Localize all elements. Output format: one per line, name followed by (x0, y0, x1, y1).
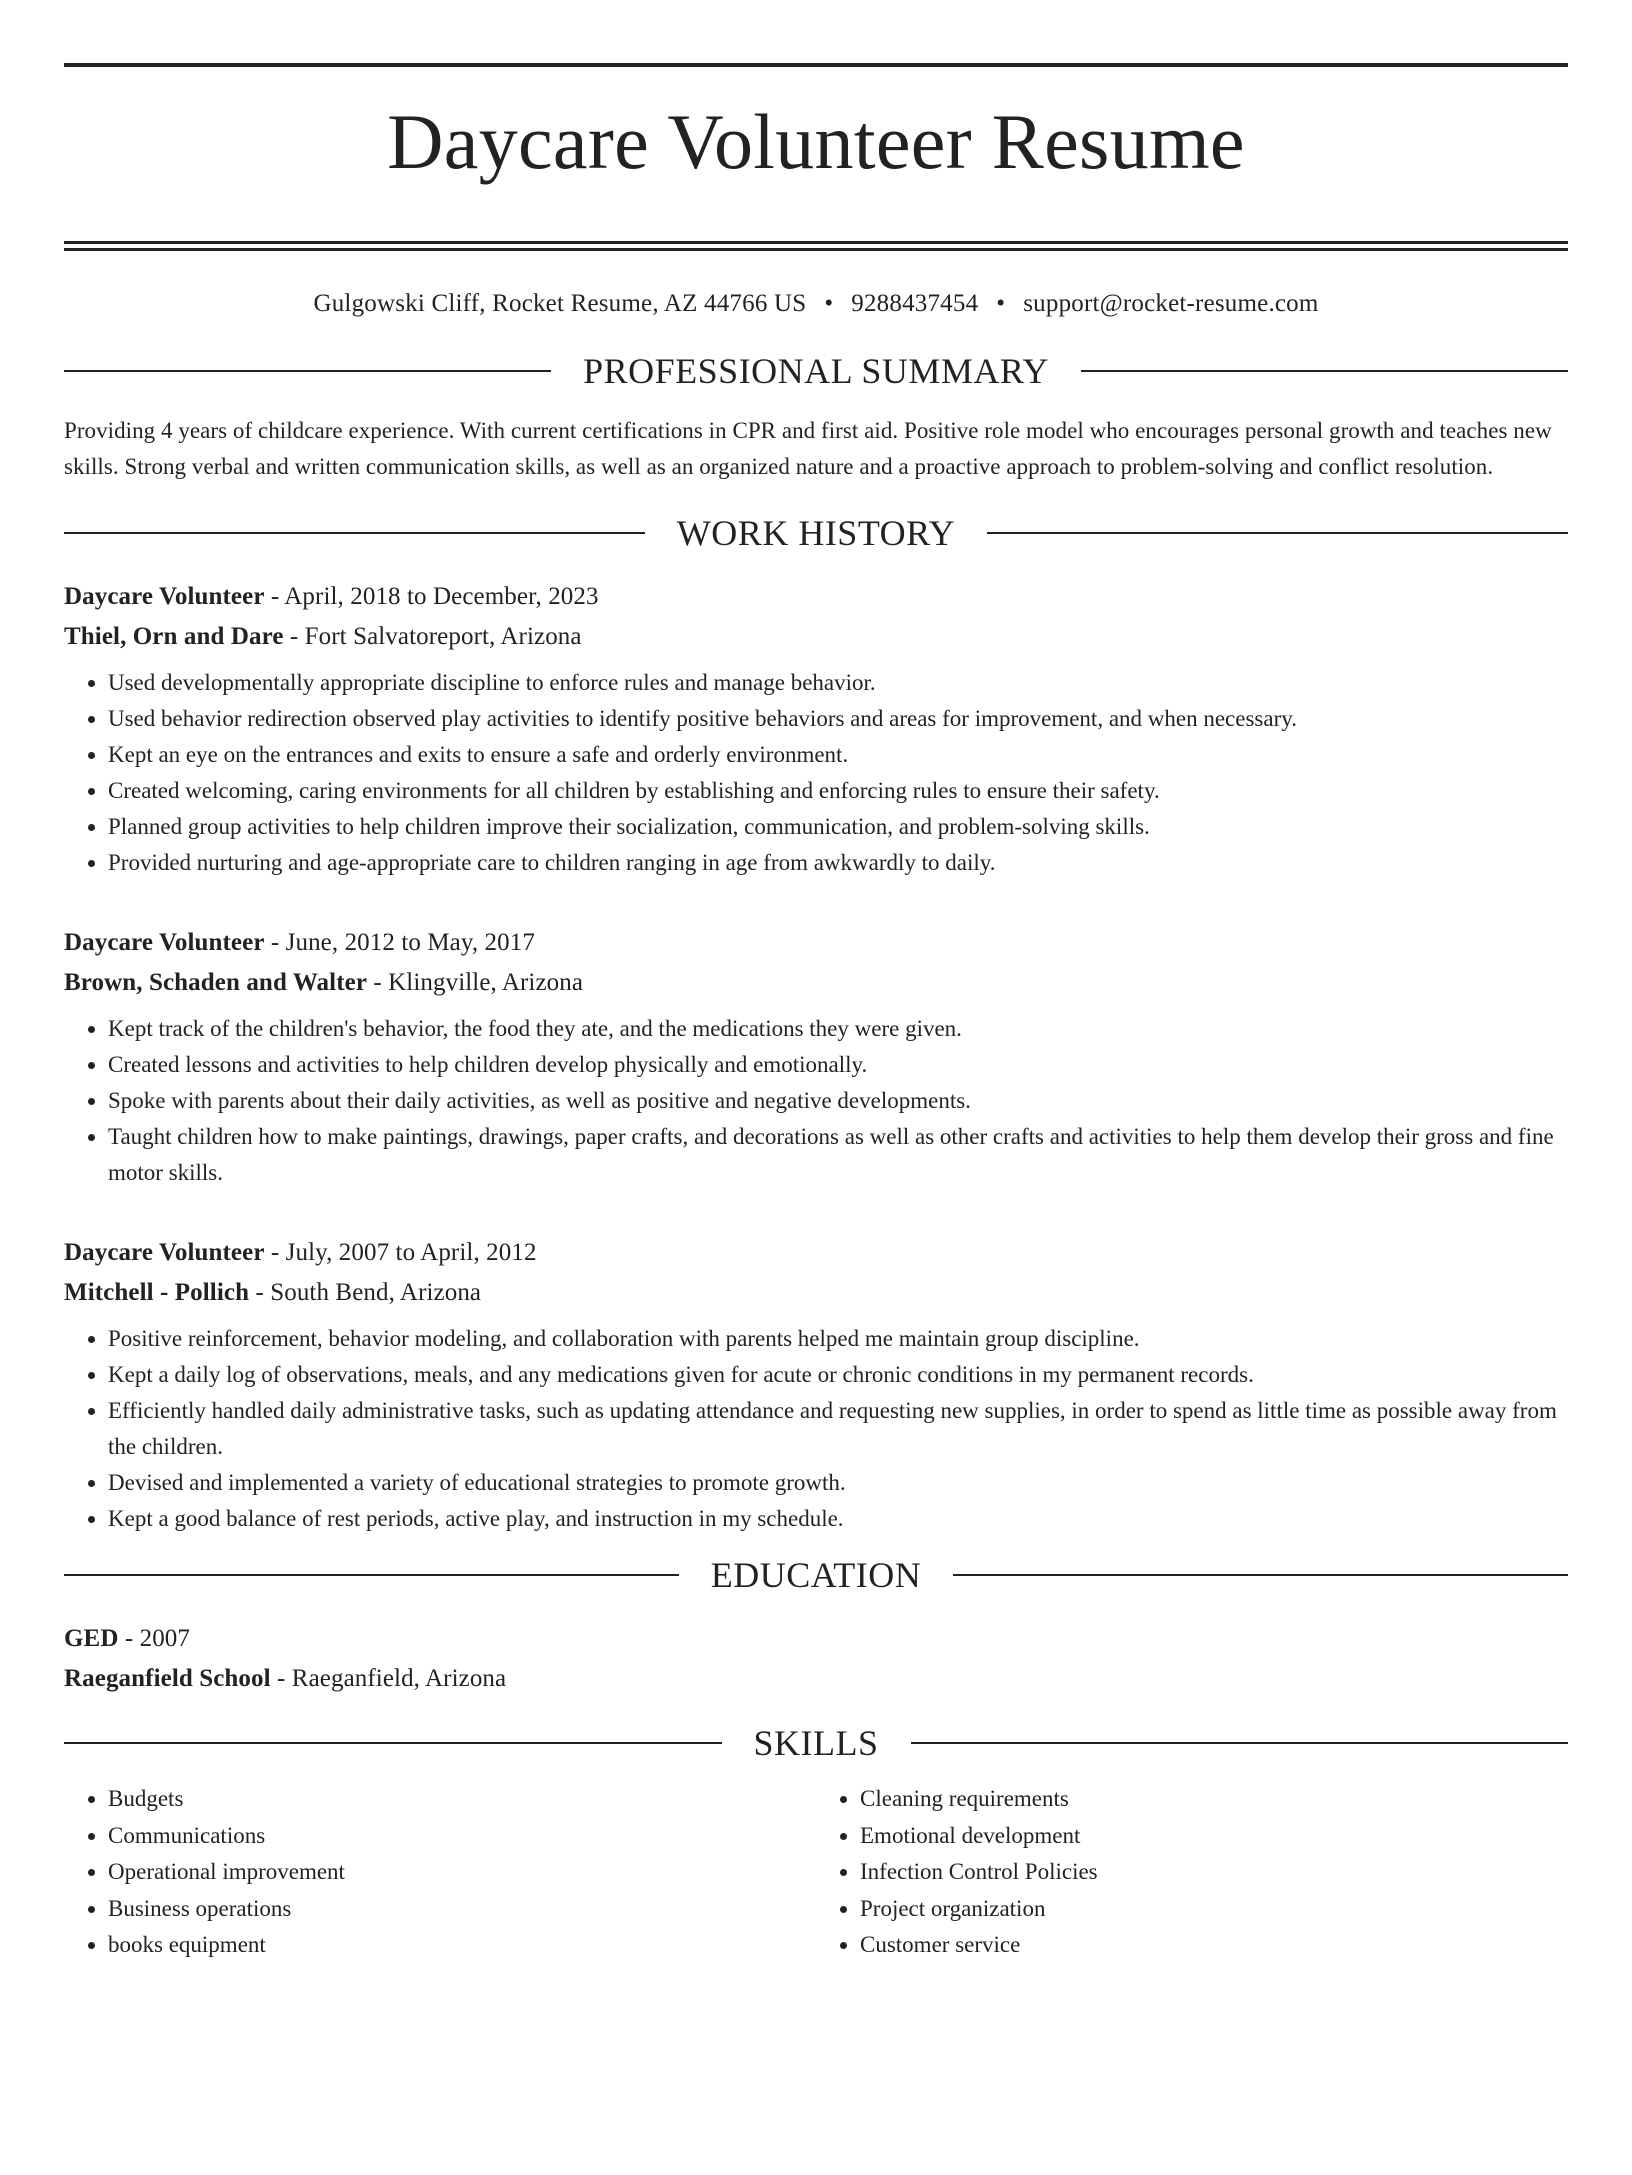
section-title: EDUCATION (710, 1555, 922, 1595)
skill-item: • Project organization (860, 1891, 1568, 1928)
education-entry (64, 1619, 1568, 1699)
skill-item: • Operational improvement (108, 1854, 816, 1891)
job-bullets (64, 1321, 1568, 1537)
resume-title: Daycare Volunteer Resume (387, 98, 1245, 185)
job-location: - Fort Salvatoreport, Arizona (283, 623, 582, 650)
job-title-line (64, 1233, 1568, 1273)
section-header-work (64, 513, 1568, 553)
job-title: Daycare Volunteer (64, 1239, 265, 1266)
skills-list (64, 1781, 1568, 1964)
job-title-line (64, 923, 1568, 963)
contact-address: Gulgowski Cliff, Rocket Resume, AZ 44766 US (313, 290, 807, 317)
skill-item: • Budgets (108, 1781, 816, 1818)
job-company-line (64, 1273, 1568, 1313)
section-rule (64, 370, 551, 372)
section-header-skills (64, 1723, 1568, 1763)
list-item: • Taught children how to make paintings, drawings, paper crafts, and decorations as well as other crafts and activities to help them develop their gross and fine motor skills. (108, 1119, 1568, 1191)
education-school: Raeganfield School (64, 1665, 271, 1692)
job-entry (64, 923, 1568, 1191)
list-item: • Kept track of the children's behavior, the food they ate, and the medications they were given. (108, 1011, 1568, 1047)
job-entry (64, 1233, 1568, 1537)
job-dates: - June, 2012 to May, 2017 (264, 929, 535, 956)
section-rule (987, 532, 1568, 534)
list-item: • Positive reinforcement, behavior modeling, and collaboration with parents helped me maintain group discipline. (108, 1321, 1568, 1357)
list-item: • Used developmentally appropriate discipline to enforce rules and manage behavior. (108, 665, 1568, 701)
contact-separator: • (996, 290, 1006, 317)
list-item: • Kept a good balance of rest periods, active play, and instruction in my schedule. (108, 1501, 1568, 1537)
skill-item: • Customer service (860, 1927, 1568, 1964)
list-item: • Planned group activities to help children improve their socialization, communication, and problem-solving skills. (108, 809, 1568, 845)
education-degree: GED (64, 1625, 119, 1652)
skill-item: • Business operations (108, 1891, 816, 1928)
list-item: • Spoke with parents about their daily activities, as well as positive and negative developments. (108, 1083, 1568, 1119)
job-entry (64, 577, 1568, 881)
job-title: Daycare Volunteer (64, 929, 265, 956)
list-item: • Created lessons and activities to help children develop physically and emotionally. (108, 1047, 1568, 1083)
skill-item: • Communications (108, 1818, 816, 1855)
skills-column-left (64, 1781, 816, 1964)
job-bullets (64, 1011, 1568, 1191)
education-school-line (64, 1659, 1568, 1699)
list-item: • Efficiently handled daily administrative tasks, such as updating attendance and requesting new supplies, in order to spend as little time as possible away from the children. (108, 1393, 1568, 1465)
job-company: Brown, Schaden and Walter (64, 969, 368, 996)
job-company-line (64, 617, 1568, 657)
job-title: Daycare Volunteer (64, 583, 265, 610)
section-rule (911, 1742, 1569, 1744)
section-title: PROFESSIONAL SUMMARY (583, 351, 1049, 391)
job-dates: - July, 2007 to April, 2012 (264, 1239, 537, 1266)
job-company: Mitchell - Pollich (64, 1279, 250, 1306)
job-bullets (64, 665, 1568, 881)
list-item: • Created welcoming, caring environments for all children by establishing and enforcing rules to ensure their safety. (108, 773, 1568, 809)
skill-item: • books equipment (108, 1927, 816, 1964)
section-rule (1081, 370, 1568, 372)
job-dates: - April, 2018 to December, 2023 (264, 583, 599, 610)
skill-item: • Cleaning requirements (860, 1781, 1568, 1818)
section-rule (64, 1574, 679, 1576)
skill-item: • Infection Control Policies (860, 1854, 1568, 1891)
section-rule (64, 1742, 722, 1744)
education-location: - Raeganfield, Arizona (270, 1665, 507, 1692)
title-double-rule (64, 241, 1568, 251)
section-header-summary (64, 351, 1568, 391)
section-title: WORK HISTORY (676, 513, 956, 553)
list-item: • Kept a daily log of observations, meals, and any medications given for acute or chronic conditions in my permanent records. (108, 1357, 1568, 1393)
contact-separator: • (824, 290, 834, 317)
section-rule (953, 1574, 1568, 1576)
job-company-line (64, 963, 1568, 1003)
education-degree-line (64, 1619, 1568, 1659)
section-rule (64, 532, 645, 534)
contact-phone: 9288437454 (851, 290, 979, 317)
job-title-line (64, 577, 1568, 617)
top-rule (64, 63, 1568, 67)
list-item: • Provided nurturing and age-appropriate care to children ranging in age from awkwardly to daily. (108, 845, 1568, 881)
skills-column-right (816, 1781, 1568, 1964)
list-item: • Devised and implemented a variety of educational strategies to promote growth. (108, 1465, 1568, 1501)
job-company: Thiel, Orn and Dare (64, 623, 284, 650)
education-year: - 2007 (118, 1625, 191, 1652)
section-header-education (64, 1555, 1568, 1595)
resume-page (0, 63, 1632, 2175)
list-item: • Used behavior redirection observed play activities to identify positive behaviors and areas for improvement, and when necessary. (108, 701, 1568, 737)
contact-email: support@rocket-resume.com (1023, 290, 1319, 317)
job-location: - Klingville, Arizona (367, 969, 584, 996)
list-item: • Kept an eye on the entrances and exits to ensure a safe and orderly environment. (108, 737, 1568, 773)
summary-text: Providing 4 years of childcare experience. With current certifications in CPR and first aid. Positive role model who encourages personal growth and teaches new skills. Strong verbal and written communication skills, as well as an organized nature and a proactive approach to problem-solving and conflict resolution. (64, 418, 1552, 479)
job-location: - South Bend, Arizona (249, 1279, 482, 1306)
skill-item: • Emotional development (860, 1818, 1568, 1855)
section-title: SKILLS (753, 1723, 879, 1763)
contact-line (64, 289, 1568, 319)
